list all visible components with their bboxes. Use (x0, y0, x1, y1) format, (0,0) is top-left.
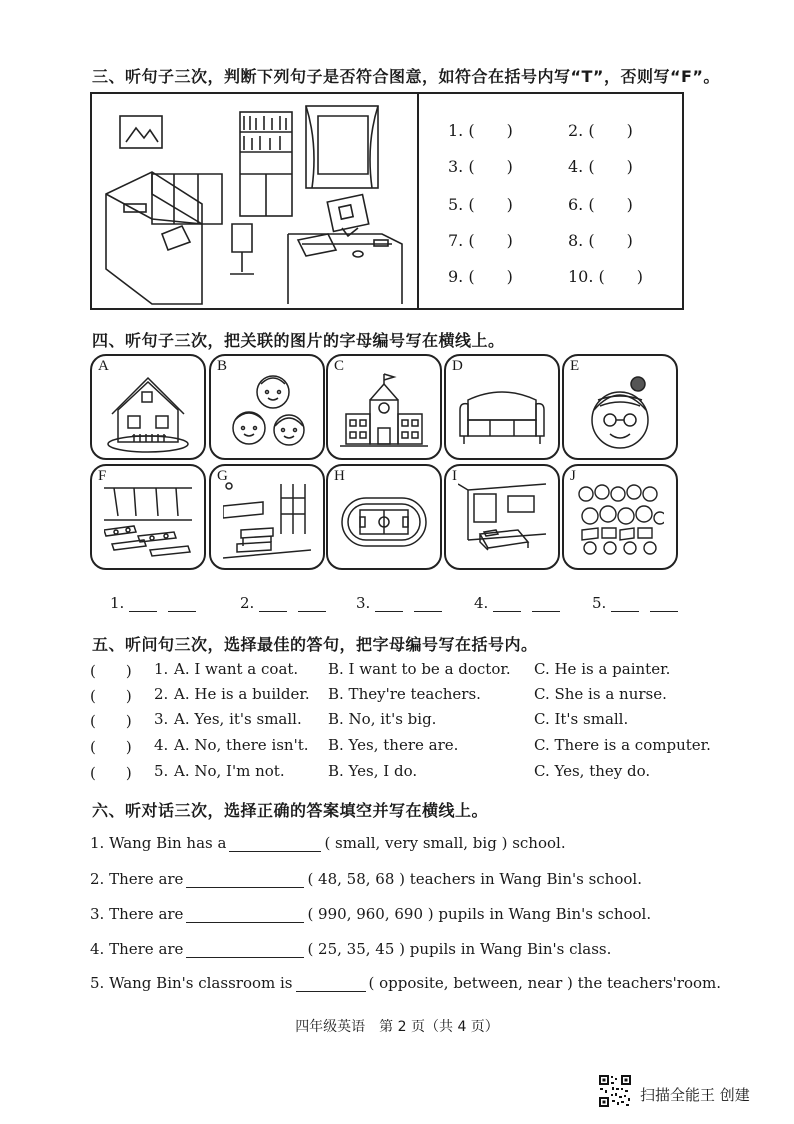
section5-heading: 五、听问句三次，选择最佳的答句，把字母编号写在括号内。 (92, 635, 538, 654)
answer-blank[interactable] (650, 611, 678, 612)
card-letter: A (98, 358, 109, 374)
choice-row-2 (90, 685, 667, 706)
answer-paren[interactable]: ( ) (90, 738, 132, 756)
answer-paren[interactable]: ( ) (90, 662, 132, 680)
answer-blank[interactable] (532, 611, 560, 612)
option-b: B. I want to be a doctor. (328, 660, 511, 678)
judge-item-6: 6. ( ) (568, 195, 633, 214)
section3-heading: 三、听句子三次，判断下列句子是否符合图意，如符合在括号内写“T”，否则写“F”。 (92, 67, 720, 86)
fill-row-2: 2. There are ( 48, 58, 68 ) teachers in Wang Bin's school. (90, 870, 642, 888)
question-number: 5. (154, 762, 169, 780)
house-icon (104, 370, 192, 454)
answer-paren[interactable]: ( ) (468, 121, 513, 140)
answer-paren[interactable]: ( ) (90, 687, 132, 705)
answer-paren[interactable]: ( ) (90, 764, 132, 782)
judge-item-8: 8. ( ) (568, 231, 633, 250)
option-b: B. Yes, there are. (328, 736, 459, 754)
grandma-face-icon (576, 370, 664, 454)
picture-card-i (444, 464, 560, 570)
answer-paren[interactable]: ( ) (598, 267, 644, 286)
question-number: 1. (154, 660, 169, 678)
option-a: A. Yes, it's small. (174, 710, 302, 728)
answer-paren[interactable]: ( ) (468, 267, 513, 286)
option-c: C. Yes, they do. (534, 762, 651, 780)
section3-divider (417, 94, 419, 308)
fill-blank[interactable] (296, 977, 366, 992)
girls-faces-icon (223, 370, 311, 454)
judge-item-2: 2. ( ) (568, 121, 633, 140)
match-answer-2: 2. (240, 594, 326, 612)
card-letter: J (570, 468, 576, 484)
sofa-icon (458, 370, 546, 454)
question-number: 2. (154, 685, 169, 703)
judge-item-5: 5. ( ) (448, 195, 513, 214)
answer-paren[interactable]: ( ) (588, 231, 633, 250)
answer-paren[interactable]: ( ) (588, 195, 633, 214)
judge-item-1: 1. ( ) (448, 121, 513, 140)
section6-heading: 六、听对话三次，选择正确的答案填空并写在横线上。 (92, 801, 489, 820)
pupils-group-icon (576, 480, 664, 564)
answer-blank[interactable] (129, 611, 157, 612)
classroom-desks-icon (104, 480, 192, 564)
answer-paren[interactable]: ( ) (588, 157, 633, 176)
choice-row-4 (90, 736, 711, 757)
card-letter: F (98, 468, 107, 484)
answer-blank[interactable] (168, 611, 196, 612)
fill-blank[interactable] (229, 837, 321, 852)
picture-card-a (90, 354, 206, 460)
answer-paren[interactable]: ( ) (468, 157, 513, 176)
option-c: C. She is a nurse. (534, 685, 667, 703)
option-a: A. No, I'm not. (174, 762, 285, 780)
picture-card-c (326, 354, 442, 460)
judge-item-9: 9. ( ) (448, 267, 513, 286)
question-number: 4. (154, 736, 169, 754)
fill-blank[interactable] (186, 873, 304, 888)
option-a: A. He is a builder. (174, 685, 310, 703)
match-answer-4: 4. (474, 594, 560, 612)
scanner-watermark: 扫描全能王 创建 (640, 1086, 750, 1104)
fill-blank[interactable] (186, 908, 304, 923)
card-letter: I (452, 468, 457, 484)
section4-heading: 四、听句子三次，把关联的图片的字母编号写在横线上。 (92, 331, 505, 350)
answer-blank[interactable] (375, 611, 403, 612)
fill-row-4: 4. There are ( 25, 35, 45 ) pupils in Wang Bin's class. (90, 940, 612, 958)
answer-blank[interactable] (298, 611, 326, 612)
teachers-office-icon (223, 480, 311, 564)
card-letter: G (217, 468, 228, 484)
section3-box (90, 92, 684, 310)
answer-paren[interactable]: ( ) (468, 231, 513, 250)
answer-paren[interactable]: ( ) (468, 195, 513, 214)
bedroom-icon (458, 480, 546, 564)
fill-row-1: 1. Wang Bin has a ( small, very small, big ) school. (90, 834, 566, 852)
option-a: A. I want a coat. (174, 660, 299, 678)
answer-blank[interactable] (259, 611, 287, 612)
option-c: C. It's small. (534, 710, 629, 728)
picture-card-f (90, 464, 206, 570)
picture-card-h (326, 464, 442, 570)
match-answer-3: 3. (356, 594, 442, 612)
answer-paren[interactable]: ( ) (588, 121, 633, 140)
option-b: B. They're teachers. (328, 685, 481, 703)
picture-card-b (209, 354, 325, 460)
fill-blank[interactable] (186, 943, 304, 958)
option-b: B. No, it's big. (328, 710, 437, 728)
question-number: 3. (154, 710, 169, 728)
picture-card-g (209, 464, 325, 570)
card-letter: B (217, 358, 228, 374)
judge-item-10: 10. ( ) (568, 267, 644, 286)
match-answer-5: 5. (592, 594, 678, 612)
school-building-icon (340, 370, 428, 454)
answer-blank[interactable] (611, 611, 639, 612)
picture-card-e (562, 354, 678, 460)
picture-card-j (562, 464, 678, 570)
study-room-icon (92, 94, 417, 308)
judge-item-4: 4. ( ) (568, 157, 633, 176)
match-answer-1: 1. (110, 594, 196, 612)
card-letter: D (452, 358, 463, 374)
fill-row-3: 3. There are ( 990, 960, 690 ) pupils in Wang Bin's school. (90, 905, 652, 923)
sports-field-icon (340, 480, 428, 564)
option-b: B. Yes, I do. (328, 762, 418, 780)
choice-row-1 (90, 660, 671, 681)
card-letter: H (334, 468, 345, 484)
judge-item-7: 7. ( ) (448, 231, 513, 250)
study-room-picture (92, 94, 417, 308)
qr-code-icon (598, 1074, 632, 1108)
answer-blank[interactable] (493, 611, 521, 612)
card-letter: E (570, 358, 580, 374)
choice-row-5 (90, 762, 651, 783)
answer-paren[interactable]: ( ) (90, 712, 132, 730)
option-a: A. No, there isn't. (174, 736, 309, 754)
picture-card-d (444, 354, 560, 460)
card-letter: C (334, 358, 345, 374)
fill-row-5: 5. Wang Bin's classroom is ( opposite, between, near ) the teachers'room. (90, 974, 721, 992)
page-footer: 四年级英语 第 2 页（共 4 页） (295, 1019, 499, 1035)
option-c: C. There is a computer. (534, 736, 711, 754)
option-c: C. He is a painter. (534, 660, 671, 678)
judge-item-3: 3. ( ) (448, 157, 513, 176)
answer-blank[interactable] (414, 611, 442, 612)
choice-row-3 (90, 710, 629, 731)
